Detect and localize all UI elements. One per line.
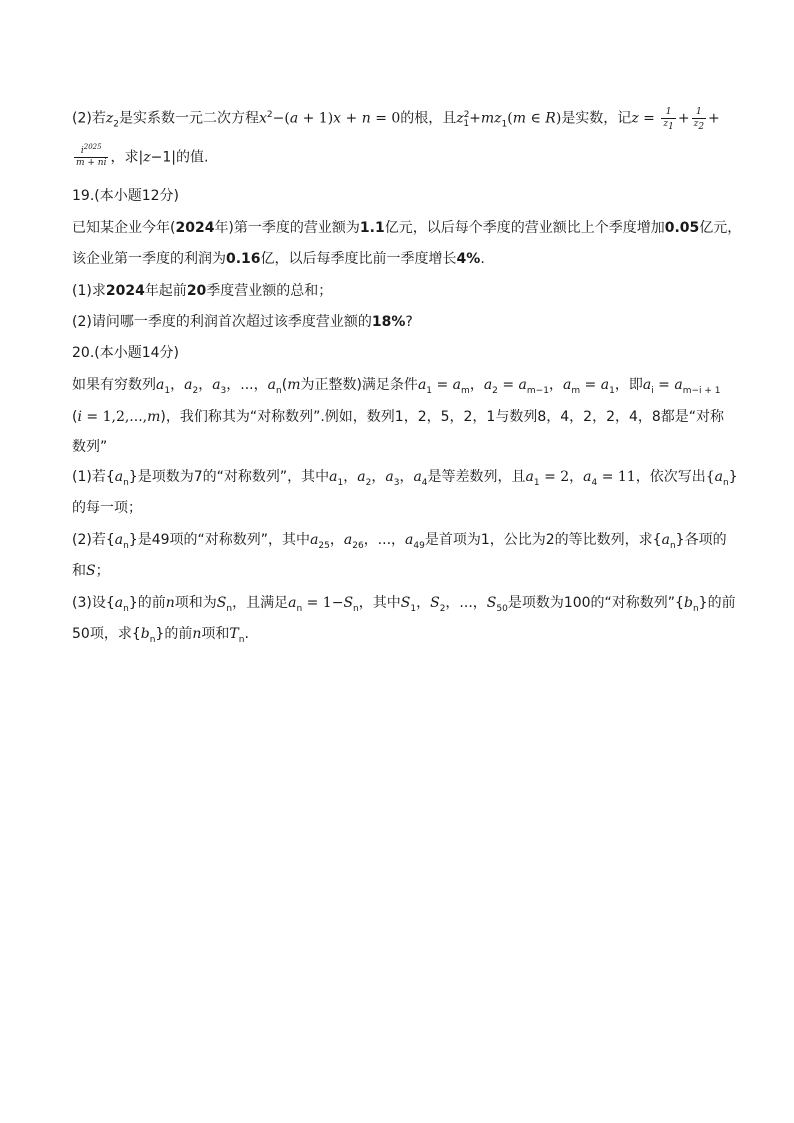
- q18-part2-line2: [72, 143, 209, 169]
- math: +: [708, 110, 720, 127]
- text: (2)若{: [72, 532, 115, 548]
- math-var: mz: [480, 110, 502, 127]
- math-var: R: [545, 110, 556, 127]
- subscript: 3: [220, 385, 227, 396]
- subscript: 1: [609, 385, 615, 396]
- math: =: [432, 377, 453, 393]
- math-var: a: [289, 110, 299, 127]
- math: =: [497, 377, 519, 393]
- math-var: z: [105, 110, 114, 127]
- math-var: n: [165, 595, 175, 611]
- subscript: m: [571, 385, 581, 396]
- math-var: a: [518, 377, 527, 393]
- q20-part1-line2: 的每一项；: [72, 500, 142, 516]
- math: = 1−: [302, 595, 344, 611]
- math-var: n: [192, 626, 202, 642]
- math: + 1): [298, 110, 334, 127]
- subscript: 1: [501, 119, 508, 130]
- subscript: 2: [365, 477, 372, 488]
- math-var: S: [400, 595, 411, 611]
- text: ，: [371, 469, 386, 485]
- math: −(: [272, 110, 290, 127]
- math-var: a: [417, 377, 427, 393]
- text: }是49项的“对称数列”，其中: [128, 532, 311, 548]
- subscript: 4: [421, 477, 428, 488]
- subscript: 1: [668, 121, 674, 132]
- text: ，即: [614, 377, 643, 393]
- subscript: 3: [393, 477, 400, 488]
- subscript: 2: [192, 385, 199, 396]
- math-var: a: [156, 377, 165, 393]
- math-var: a: [343, 532, 353, 548]
- math: +: [677, 110, 690, 127]
- numerator: 1: [692, 107, 706, 119]
- math-var: i: [77, 409, 82, 425]
- text: ，: [198, 377, 213, 393]
- numerator: 1: [661, 107, 675, 119]
- math-var: a: [525, 469, 534, 485]
- subscript: n: [149, 634, 156, 645]
- text: ，: [399, 469, 414, 485]
- text: 和: [72, 563, 86, 579]
- number: 0.16: [226, 251, 261, 267]
- subscript: 26: [352, 540, 364, 551]
- text: 是等差数列，且: [427, 469, 526, 485]
- math-var: a: [452, 377, 462, 393]
- math-var: S: [216, 595, 227, 611]
- math-var: S: [343, 595, 354, 611]
- text: 项和为: [174, 595, 217, 611]
- subscript: 25: [318, 540, 330, 551]
- text: 亿，以后每季度比前一季度增长: [260, 251, 457, 267]
- math-var: z: [663, 119, 669, 129]
- math-var: x: [258, 110, 267, 127]
- q20-def-line2: [72, 407, 724, 427]
- text: 如果有穷数列: [72, 377, 156, 393]
- math-var: a: [212, 377, 221, 393]
- math-var: b: [683, 595, 693, 611]
- math-var: m: [512, 110, 527, 127]
- number: 2024: [175, 220, 215, 236]
- math-var: a: [661, 532, 670, 548]
- subscript: n: [123, 603, 129, 614]
- math-var: m: [287, 377, 301, 393]
- text: 年)第一季度的营业额为: [214, 220, 360, 236]
- math-var: a: [385, 469, 394, 485]
- q20-part2-line2: [72, 561, 110, 581]
- subscript: n: [669, 540, 676, 551]
- q20-part2-line1: [72, 530, 727, 550]
- q20-part3-line1: [72, 593, 736, 613]
- math-var: b: [140, 626, 150, 642]
- number: 1.1: [359, 220, 385, 236]
- math: +: [469, 110, 481, 127]
- text: }的前: [128, 595, 166, 611]
- text: (: [281, 377, 288, 393]
- text: 该企业第一季度的利润为: [72, 251, 226, 267]
- math-var: z: [143, 149, 151, 166]
- math-var: a: [413, 469, 422, 485]
- numerator: [74, 143, 108, 158]
- text: ?: [405, 314, 413, 330]
- subscript: n: [276, 385, 282, 396]
- math-var: a: [267, 377, 276, 393]
- text: 50项，求{: [72, 626, 141, 642]
- subscript: m: [461, 385, 470, 396]
- subscript: m−i + 1: [682, 385, 721, 396]
- subscript: 1: [533, 477, 540, 488]
- text: 为正整数)满足条件: [300, 377, 418, 393]
- subscript: 1: [164, 385, 171, 396]
- subscript: n: [226, 603, 233, 614]
- math: =: [638, 110, 660, 127]
- math: ∈: [526, 110, 546, 127]
- text: ；: [95, 563, 110, 579]
- subscript: n: [353, 603, 359, 614]
- fraction-i2025: [74, 143, 108, 169]
- subscript: 1: [463, 119, 470, 130]
- q20-part1-line1: [72, 467, 738, 487]
- text: ，...，: [445, 595, 487, 611]
- subscript: n: [296, 603, 303, 614]
- text: ，其中: [358, 595, 401, 611]
- number: 18%: [371, 314, 406, 330]
- subscript: 4: [591, 477, 598, 488]
- fraction-1-over-z2: [692, 107, 706, 130]
- denominator: [692, 119, 706, 130]
- math-var: a: [674, 377, 683, 393]
- math-var: a: [600, 377, 610, 393]
- math-var: z: [631, 110, 639, 127]
- text: 项和: [201, 626, 230, 642]
- math-var: a: [329, 469, 338, 485]
- text: ，: [170, 377, 185, 393]
- math: (: [507, 110, 513, 127]
- superscript: 2: [463, 109, 470, 120]
- q20-part3-line2: [72, 624, 249, 644]
- text: .: [244, 626, 249, 642]
- subscript: 2: [439, 603, 446, 614]
- text: ，: [329, 532, 344, 548]
- math-var: z: [693, 119, 699, 129]
- text: (: [72, 409, 78, 425]
- text: }各项的: [675, 532, 727, 548]
- subscript: n: [123, 540, 129, 551]
- subscript: m−1: [526, 385, 549, 396]
- subscript: 2: [492, 385, 498, 396]
- text: }: [728, 469, 738, 485]
- math-var: a: [114, 595, 124, 611]
- subscript: n: [238, 634, 245, 645]
- math-var: x: [333, 110, 342, 127]
- text: (2)请问哪一季度的利润首次超过该季度营业额的: [72, 314, 372, 330]
- text: ，求|: [110, 149, 144, 166]
- math-var: a: [642, 377, 652, 393]
- q20-header: 20.(本小题14分): [72, 345, 180, 361]
- text: 是首项为1，公比为2的等比数列，求{: [424, 532, 662, 548]
- math-var: m: [147, 409, 161, 425]
- math-var: a: [357, 469, 366, 485]
- math-var: S: [86, 563, 96, 579]
- q19-part1: [72, 281, 332, 301]
- math-var: n: [361, 110, 371, 127]
- text: 是实系数一元二次方程: [118, 110, 259, 127]
- denominator: m + ni: [76, 158, 107, 168]
- text: (3)设{: [72, 595, 115, 611]
- math: = 0: [370, 110, 401, 127]
- number: 4%: [456, 251, 481, 267]
- superscript: 2: [266, 109, 273, 120]
- text: }是项数为7的“对称数列”，其中: [128, 469, 330, 485]
- text: 已知某企业今年(: [72, 220, 176, 236]
- text: ，: [343, 469, 358, 485]
- q20-def-line3: 数列”: [72, 439, 108, 455]
- number: 2024: [105, 283, 145, 299]
- text: (2)若: [72, 110, 106, 127]
- math-var: z: [456, 110, 464, 127]
- math: +: [341, 110, 362, 127]
- text: )，我们称其为“对称数列”.例如，数列1，2，5，2，1与数列8，4，2，2，4，8都是“对称: [160, 409, 725, 425]
- math: =: [580, 377, 601, 393]
- math-var: a: [310, 532, 319, 548]
- text: ，: [416, 595, 431, 611]
- text: 的根，且: [400, 110, 457, 127]
- q19-header: 19.(本小题12分): [72, 188, 180, 204]
- subscript: 2: [698, 121, 705, 132]
- math-var: S: [430, 595, 440, 611]
- subscript: n: [722, 477, 729, 488]
- subscript: n: [692, 603, 699, 614]
- denominator: [661, 119, 675, 130]
- text: 是项数为100的“对称数列”{: [507, 595, 684, 611]
- superscript: 2025: [83, 143, 102, 151]
- text: ，: [469, 377, 484, 393]
- text: .: [480, 251, 485, 267]
- number: 20: [186, 283, 207, 299]
- text: (1)若{: [72, 469, 115, 485]
- q19-part2: [72, 312, 413, 332]
- math: ): [555, 110, 562, 127]
- math-var: i: [80, 146, 84, 156]
- math-var: a: [184, 377, 193, 393]
- text: −1|的值.: [150, 149, 209, 166]
- text: ，且满足: [232, 595, 289, 611]
- math: = 1,2,...,: [81, 409, 148, 425]
- text: 亿元，: [699, 220, 742, 236]
- math: = 2，: [539, 469, 584, 485]
- math-var: a: [562, 377, 572, 393]
- text: }的前: [155, 626, 193, 642]
- text: ，...，: [226, 377, 268, 393]
- text: ，...，: [363, 532, 406, 548]
- text: (1)求: [72, 283, 106, 299]
- subscript: 50: [496, 603, 508, 614]
- q19-line1: [72, 218, 741, 238]
- math-var: a: [583, 469, 592, 485]
- math: =: [653, 377, 675, 393]
- q18-part2-line1: [72, 107, 720, 130]
- math-var: a: [483, 377, 493, 393]
- math-var: a: [714, 469, 723, 485]
- subscript: 49: [413, 540, 425, 551]
- subscript: 1: [426, 385, 433, 396]
- q19-line2: [72, 249, 485, 269]
- subscript: 2: [113, 119, 119, 130]
- math: = 11，依次写出{: [597, 469, 715, 485]
- math-var: a: [288, 595, 297, 611]
- fraction-1-over-z1: [661, 107, 675, 130]
- math-var: T: [229, 626, 239, 642]
- math-var: a: [114, 532, 124, 548]
- text: 亿元，以后每个季度的营业额比上个季度增加: [384, 220, 665, 236]
- text: 是实数，记: [561, 110, 632, 127]
- number: 0.05: [664, 220, 700, 236]
- math-var: a: [114, 469, 124, 485]
- math-var: S: [486, 595, 497, 611]
- text: ，: [548, 377, 563, 393]
- text: 季度营业额的总和；: [206, 283, 333, 299]
- subscript: 1: [410, 603, 417, 614]
- subscript: 1: [337, 477, 344, 488]
- text: }的前: [698, 595, 736, 611]
- text: 年起前: [144, 283, 187, 299]
- q20-def-line1: [72, 375, 721, 395]
- subscript: n: [123, 477, 129, 488]
- math-var: a: [405, 532, 414, 548]
- subscript: i: [651, 385, 654, 396]
